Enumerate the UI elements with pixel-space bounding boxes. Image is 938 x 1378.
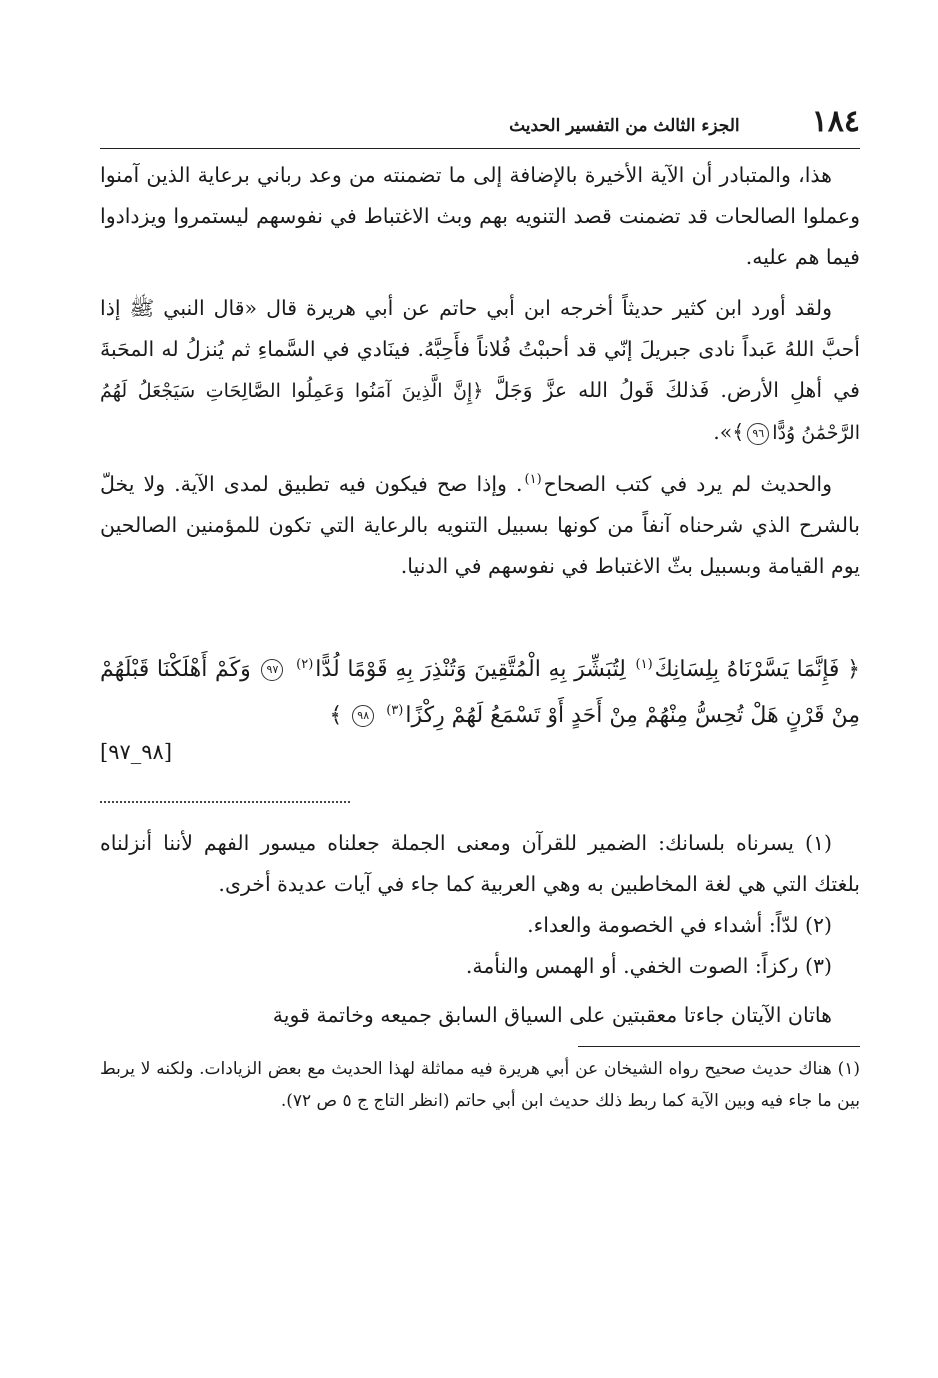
verse-segment-1: فَإِنَّمَا يَسَّرْنَاهُ بِلِسَانِكَ: [654, 657, 840, 682]
quran-verse-block: [100, 647, 860, 769]
verse-reference: [٩٨_٩٧]: [100, 740, 173, 764]
note-3: (٣) ركزاً: الصوت الخفي. أو الهمس والنأمة.: [465, 954, 832, 978]
inline-verse: ﴿إِنَّ الَّذِينَ آمَنُوا وَعَمِلُوا الصَّالِحَاتِ سَيَجْعَلُ لَهُمُ الرَّحْمَٰنُ وُدًّا: [100, 380, 860, 444]
paragraph-3-start: والحديث لم يرد في كتب الصحاح: [543, 472, 833, 496]
note-2: (٢) لدّاً: أشداء في الخصومة والعداء.: [527, 913, 832, 937]
inline-verse-close: ﴾».: [713, 420, 745, 444]
verse-segment-3: وَكَمْ أَهْلَكْنَا قَبْلَهُمْ مِنْ قَرْنٍ هَلْ تُحِسُّ مِنْهُمْ مِنْ أَحَدٍ أَوْ تَسْمَعُ لَهُمْ رِكْزًا: [100, 657, 860, 728]
running-title: الجزء الثالث من التفسير الحديث: [509, 116, 740, 136]
footnote-rule: [578, 1046, 860, 1047]
book-page: [100, 104, 860, 1117]
hadith-text: ولقد أورد ابن كثير حديثاً أخرجه ابن أبي حاتم عن أبي هريرة قال «قال النبي ﷺ إذا أحبَّ اللهُ عَبداً نادى جبريلَ إنّي قد أحببْتُ فُلاناً فأَحِبَّهُ. فينَادي في السَّماءِ ثم يُنزلُ له المحَبةَ في أهلِ الأرض. فَذلكَ قَولُ الله عزَّ وَجَلَّ: [100, 296, 860, 402]
verse-footnote-1: (١): [635, 656, 653, 672]
closing-paragraph: هاتان الآيتان جاءتا معقبتين على السياق السابق جميعه وخاتمة قوية: [272, 1003, 832, 1027]
note-1: (١) يسرناه بلسانك: الضمير للقرآن ومعنى الجملة جعلناه ميسور الفهم لأننا أنزلناه بلغتك التي هي لغة المخاطبين به وهي العربية كما جاء في آيات عديدة أخرى.: [100, 831, 860, 896]
glossary-notes: [100, 823, 860, 987]
paragraph-1: هذا، والمتبادر أن الآية الأخيرة بالإضافة إلى ما تضمنته من وعد رباني برعاية الذين آمنوا وعملوا الصالحات قد تضمنت قصد التنويه بهم وبث الاغتباط في نفوسهم ليستمروا ويزدادوا فيما هم عليه.: [100, 163, 860, 269]
verse-segment-2: لِتُبَشِّرَ بِهِ الْمُتَّقِينَ وَتُنْذِرَ بِهِ قَوْمًا لُدًّا: [315, 657, 626, 682]
dotted-separator: [100, 801, 350, 803]
paragraph-3-end: . وإذا صح فيكون فيه تطبيق لمدى الآية. ولا يخلّ بالشرح الذي شرحناه آنفاً من كونها بسبيل التنويه بالرعاية التي تكون للمؤمنين الصالحين يوم القيامة وبسبيل بثّ الاغتباط في نفوسهم في الدنيا.: [100, 472, 860, 578]
footnote-1: (١) هناك حديث صحيح رواه الشيخان عن أبي هريرة فيه مماثلة لهذا الحديث مع بعض الزيادات. ولكنه لا يربط بين ما جاء فيه وبين الآية كما ربط ذلك حديث ابن أبي حاتم (انظر التاج ج ٥ ص ٧٢).: [100, 1059, 860, 1111]
ayah-number-marker: ٩٦: [747, 423, 769, 445]
page-number: ١٨٤: [811, 104, 860, 139]
verse-footnote-3: (٣): [386, 702, 404, 718]
paragraph-2: [100, 288, 860, 454]
paragraph-3: [100, 464, 860, 587]
verse-close-bracket: ﴾: [329, 703, 343, 728]
page-header: [100, 104, 860, 149]
ayah-number-marker-97: ٩٧: [261, 659, 283, 681]
verse-open-bracket: ﴿: [847, 657, 860, 682]
verse-footnote-2: (٢): [296, 656, 314, 672]
ayah-number-marker-98: ٩٨: [352, 705, 374, 727]
footnote-reference: (١): [524, 472, 542, 488]
